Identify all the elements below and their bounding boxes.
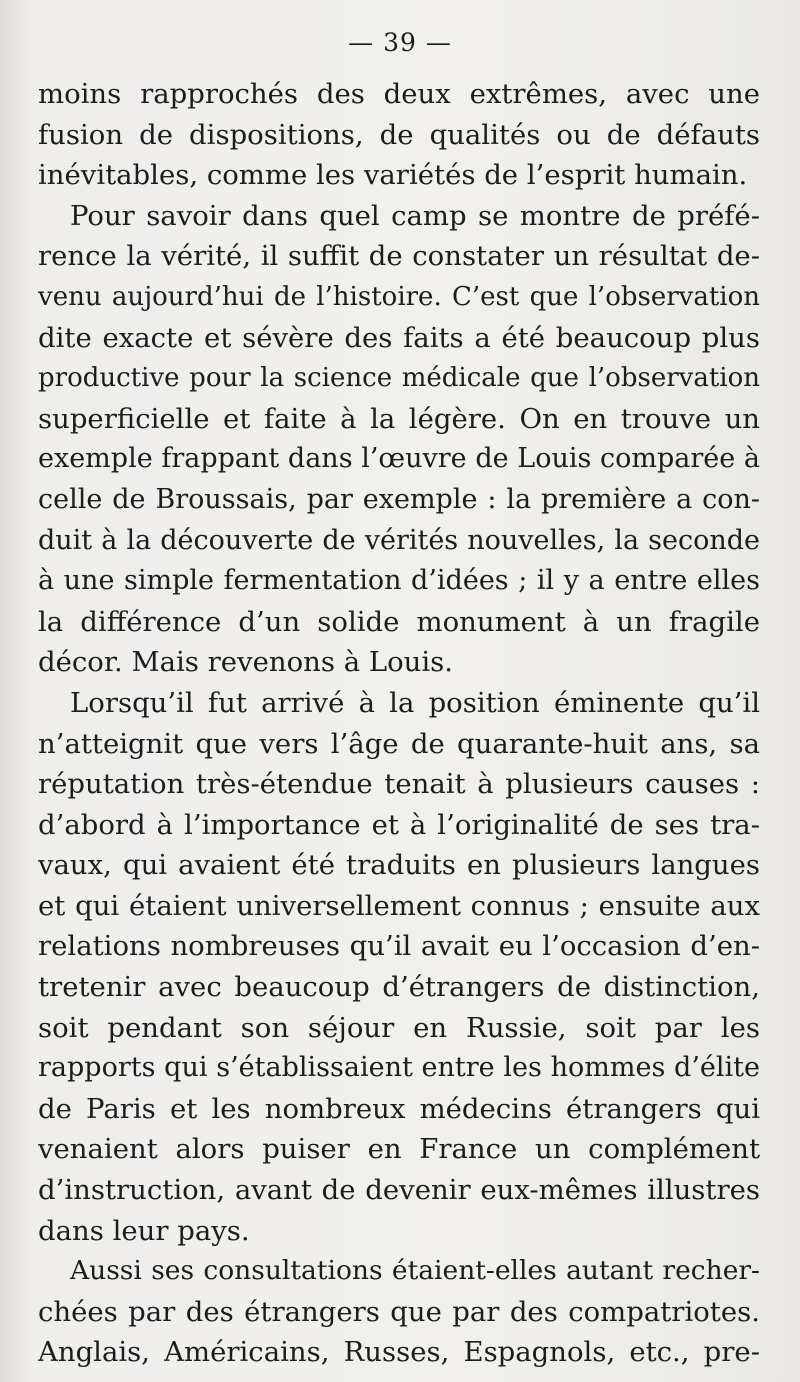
text-line: d’abord à l’importance et à l’originalité de ses tra- [38, 808, 760, 841]
text-line: la différence d’un solide monument à un fragile [38, 605, 760, 638]
text-line: soit pendant son séjour en Russie, soit par les [38, 1011, 760, 1044]
text-line: rence la vérité, il suffit de constater un résultat de- [38, 240, 760, 273]
text-line: dite exacte et sévère des faits a été beaucoup plus [38, 321, 760, 354]
text-line: venaient alors puiser en France un complément [38, 1133, 760, 1166]
page-number: — 39 — [348, 28, 452, 57]
text-line: duit à la découverte de vérités nouvelles, la seconde [38, 524, 760, 556]
text-line: Lorsqu’il fut arrivé à la position éminente qu’il [70, 686, 760, 719]
text-line: moins rapprochés des deux extrêmes, avec une [38, 78, 760, 110]
text-line: tretenir avec beaucoup d’étrangers de distinction, [38, 971, 760, 1004]
text-line: réputation très-étendue tenait à plusieurs causes : [38, 768, 760, 801]
text-line: fusion de dispositions, de qualités ou de défauts [38, 118, 760, 151]
text-line: Pour savoir dans quel camp se montre de préfé- [70, 199, 760, 232]
text-line: et qui étaient universellement connus ; ensuite aux [38, 889, 760, 922]
text-line: dans leur pays. [38, 1214, 250, 1247]
text-line: de Paris et les nombreux médecins étrangers qui [38, 1092, 760, 1125]
text-line: à une simple fermentation d’idées ; il y a entre elles [38, 565, 760, 597]
text-line: rapports qui s’établissaient entre les hommes d’élite [38, 1052, 760, 1084]
text-line: productive pour la science médicale que l’observation [38, 363, 760, 394]
text-line: Aussi ses consultations étaient-elles autant recher- [70, 1255, 760, 1287]
text-line: chées par des étrangers que par des compatriotes. [38, 1295, 760, 1328]
text-line: superficielle et faite à la légère. On en trouve un [38, 402, 760, 435]
text-line: décor. Mais revenons à Louis. [38, 646, 454, 679]
text-line: inévitables, comme les variétés de l’esprit humain. [38, 159, 748, 192]
text-line: exemple frappant dans l’œuvre de Louis comparée à [38, 443, 760, 475]
text-line: n’atteignit que vers l’âge de quarante-huit ans, sa [38, 727, 760, 760]
text-line: Anglais, Américains, Russes, Espagnols, etc., pre- [38, 1336, 760, 1369]
text-line: celle de Broussais, par exemple : la première a con- [38, 483, 760, 515]
text-line: venu aujourd’hui de l’histoire. C’est que l’observation [38, 281, 760, 312]
text-line: vaux, qui avaient été traduits en plusieurs langues [38, 849, 760, 882]
text-line: relations nombreuses qu’il avait eu l’occasion d’en- [38, 930, 760, 963]
text-line: d’instruction, avant de devenir eux-mêmes illustres [38, 1174, 760, 1207]
body-text [38, 74, 760, 1373]
